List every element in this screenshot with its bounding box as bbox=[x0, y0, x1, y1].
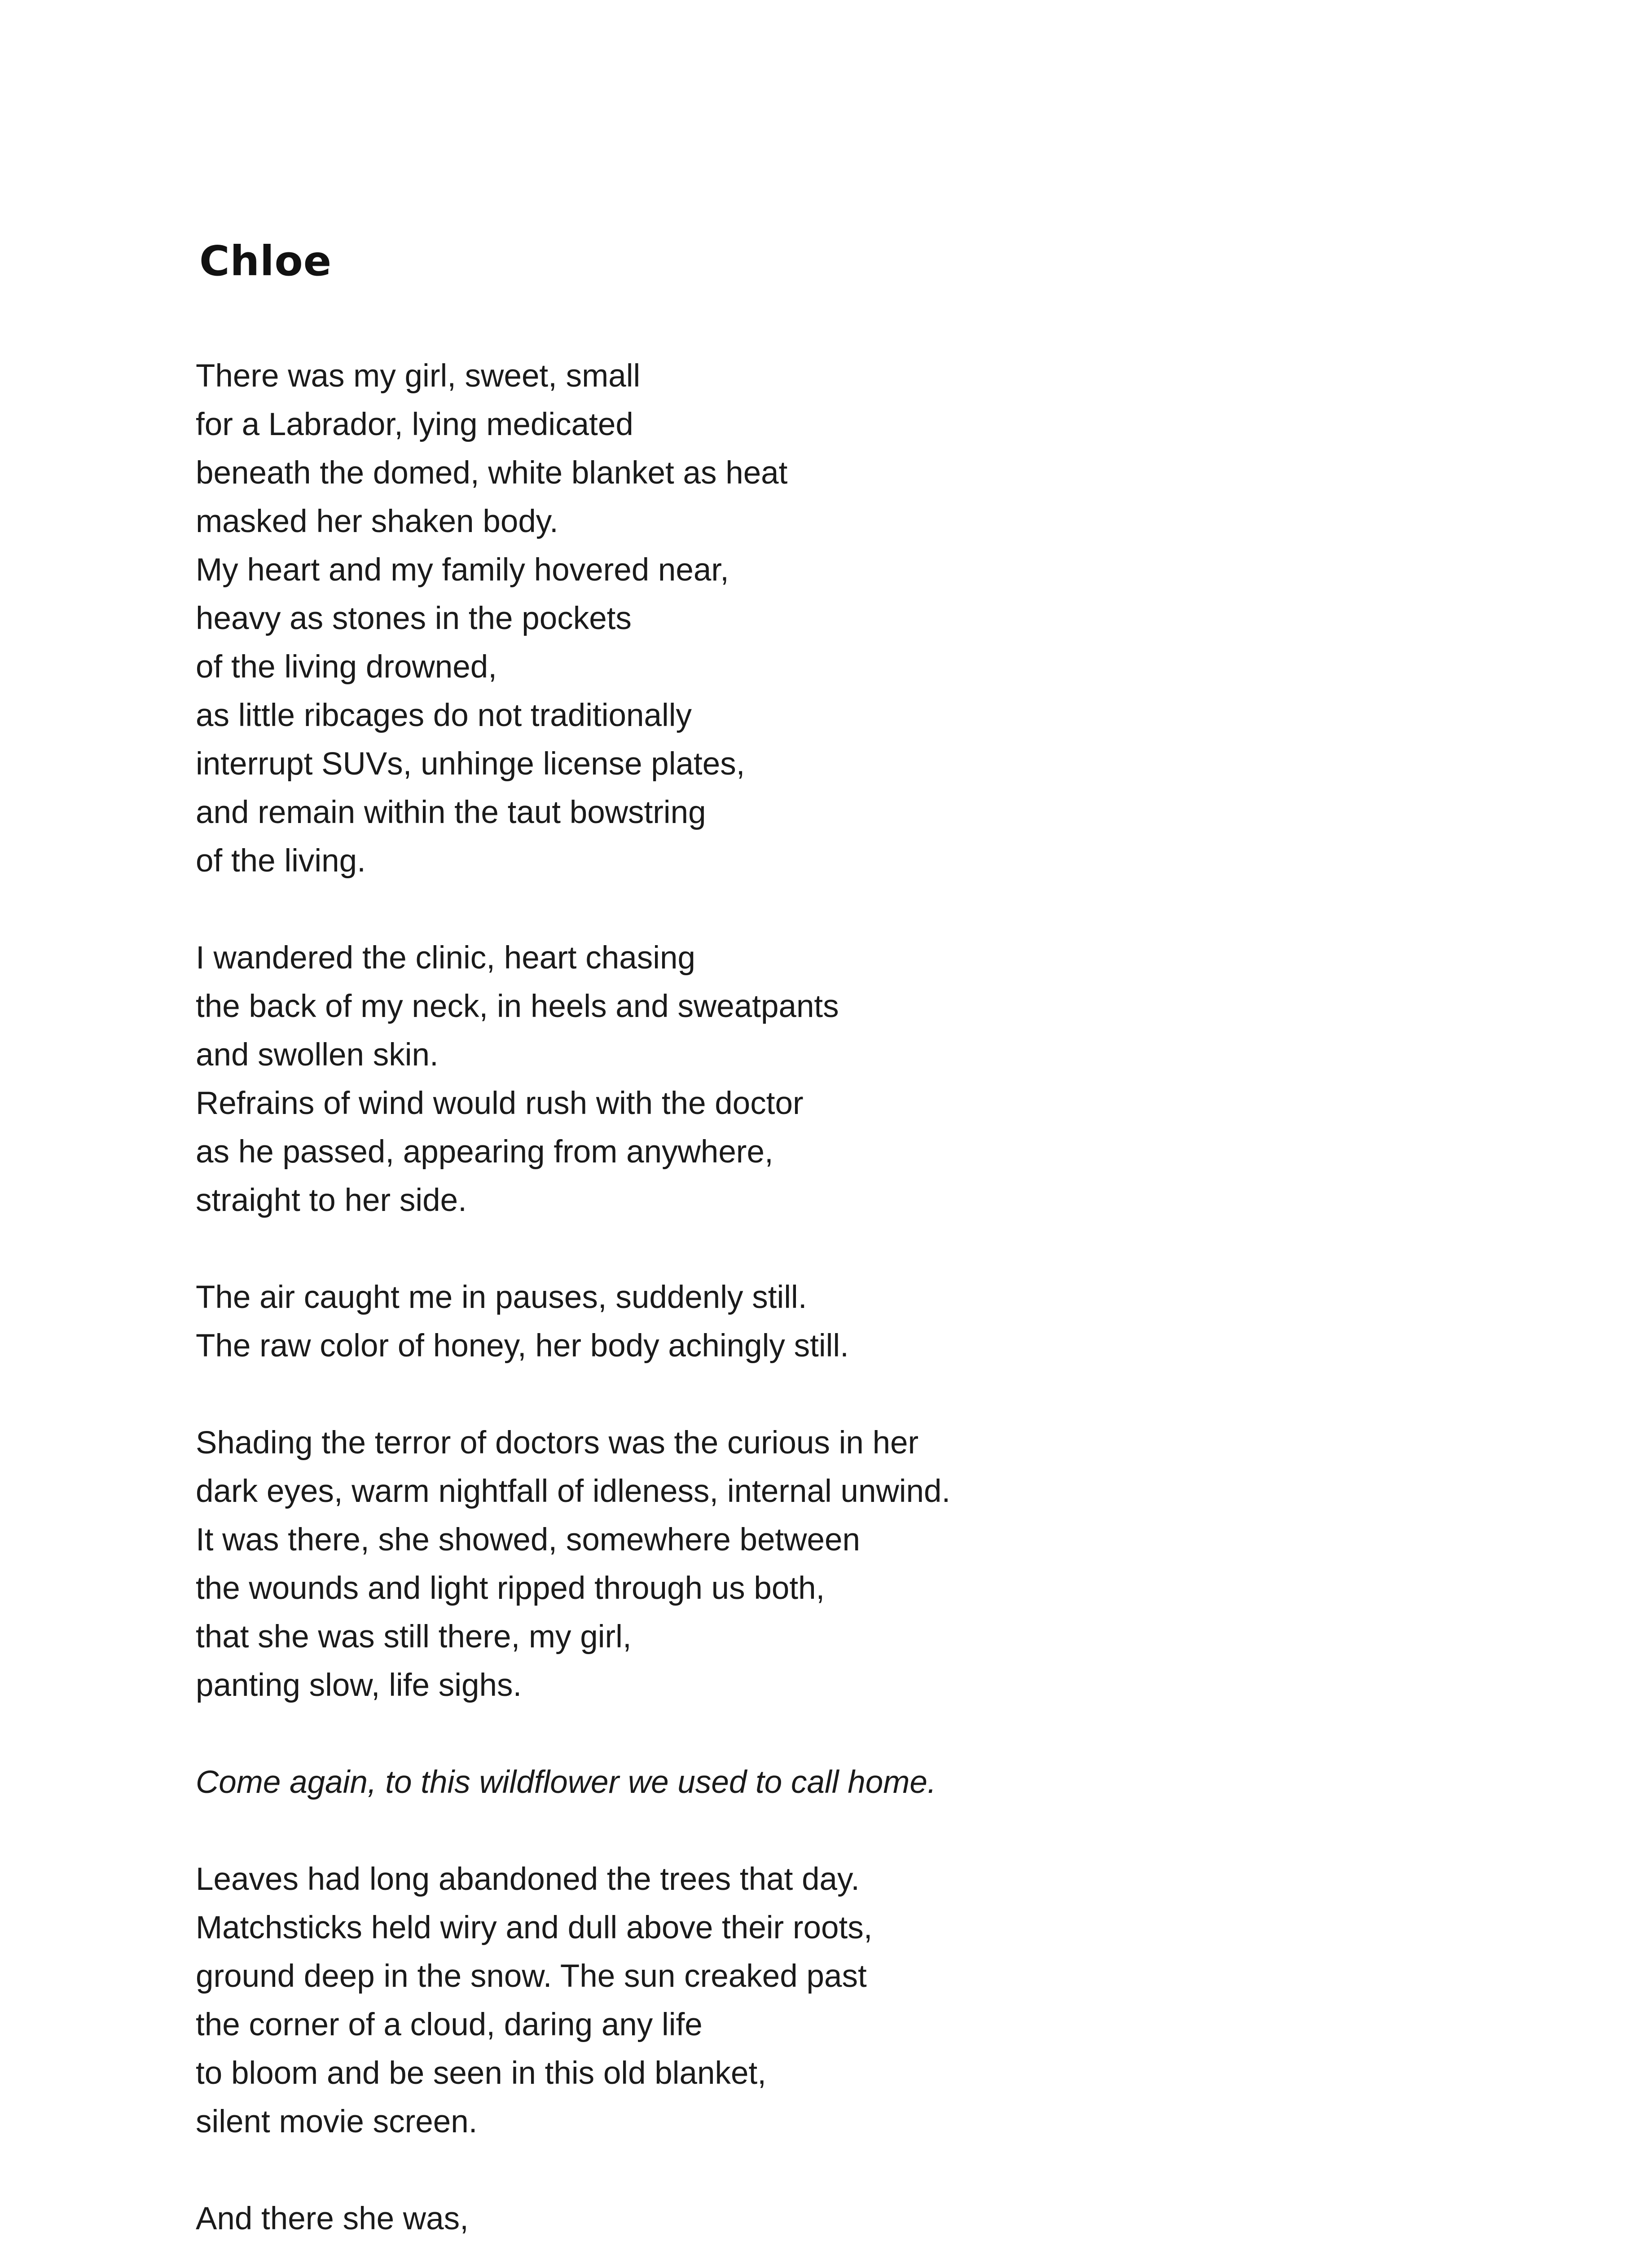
poem-line: as little ribcages do not traditionally bbox=[196, 698, 692, 733]
poem-line: dark eyes, warm nightfall of idleness, internal unwind. bbox=[196, 1474, 951, 1509]
poem-line: Matchsticks held wiry and dull above their roots, bbox=[196, 1910, 873, 1946]
poem-line: ground deep in the snow. The sun creaked past bbox=[196, 1959, 867, 1994]
poem-line: Refrains of wind would rush with the doctor bbox=[196, 1086, 804, 1121]
poem-line: and remain within the taut bowstring bbox=[196, 795, 706, 830]
poem-stanza bbox=[196, 1419, 1498, 1710]
poem-line: that she was still there, my girl, bbox=[196, 1619, 632, 1655]
poem-line: And there she was, bbox=[196, 2201, 469, 2236]
poem-line: My heart and my family hovered near, bbox=[196, 552, 729, 588]
poem-line: for a Labrador, lying medicated bbox=[196, 407, 633, 442]
poem-line: of the living drowned, bbox=[196, 649, 497, 685]
poem-line: the back of my neck, in heels and sweatpants bbox=[196, 989, 839, 1024]
poem-line: beneath the domed, white blanket as heat bbox=[196, 455, 788, 491]
poem-stanza-italic bbox=[196, 1758, 1498, 1807]
poem-line: Come again, to this wildflower we used to call home. bbox=[196, 1765, 936, 1800]
poem-line: and swollen skin. bbox=[196, 1037, 439, 1073]
poem-line: Shading the terror of doctors was the curious in her bbox=[196, 1425, 919, 1461]
poem-line: silent movie screen. bbox=[196, 2104, 478, 2139]
poem-line: It was there, she showed, somewhere between bbox=[196, 1522, 860, 1558]
poem-line: to bloom and be seen in this old blanket, bbox=[196, 2056, 766, 2091]
poem-line: masked her shaken body. bbox=[196, 504, 558, 539]
poem-line: The raw color of honey, her body achingly still. bbox=[196, 1328, 849, 1364]
poem-line: The air caught me in pauses, suddenly still. bbox=[196, 1280, 807, 1315]
poem-line bbox=[196, 2243, 1498, 2245]
poem-line: panting slow, life sighs. bbox=[196, 1668, 522, 1703]
poem-line: of the living. bbox=[196, 843, 366, 879]
poem-body bbox=[196, 352, 1498, 2245]
poem-stanza bbox=[196, 2195, 1498, 2245]
poem-title: Chloe bbox=[199, 237, 332, 285]
poem-line: the wounds and light ripped through us both, bbox=[196, 1571, 825, 1606]
poem-stanza bbox=[196, 1855, 1498, 2146]
poem-stanza bbox=[196, 352, 1498, 885]
poem-line: There was my girl, sweet, small bbox=[196, 358, 641, 394]
poem-line: interrupt SUVs, unhinge license plates, bbox=[196, 746, 745, 782]
poem-stanza bbox=[196, 934, 1498, 1225]
poem-stanza bbox=[196, 1273, 1498, 1370]
poem-line: the corner of a cloud, daring any life bbox=[196, 2007, 703, 2043]
poem-line: I wandered the clinic, heart chasing bbox=[196, 940, 695, 976]
poem-line: Leaves had long abandoned the trees that day. bbox=[196, 1862, 860, 1897]
poem-line: straight to her side. bbox=[196, 1183, 467, 1218]
poem-line: heavy as stones in the pockets bbox=[196, 601, 632, 636]
poem-line: as he passed, appearing from anywhere, bbox=[196, 1134, 773, 1170]
